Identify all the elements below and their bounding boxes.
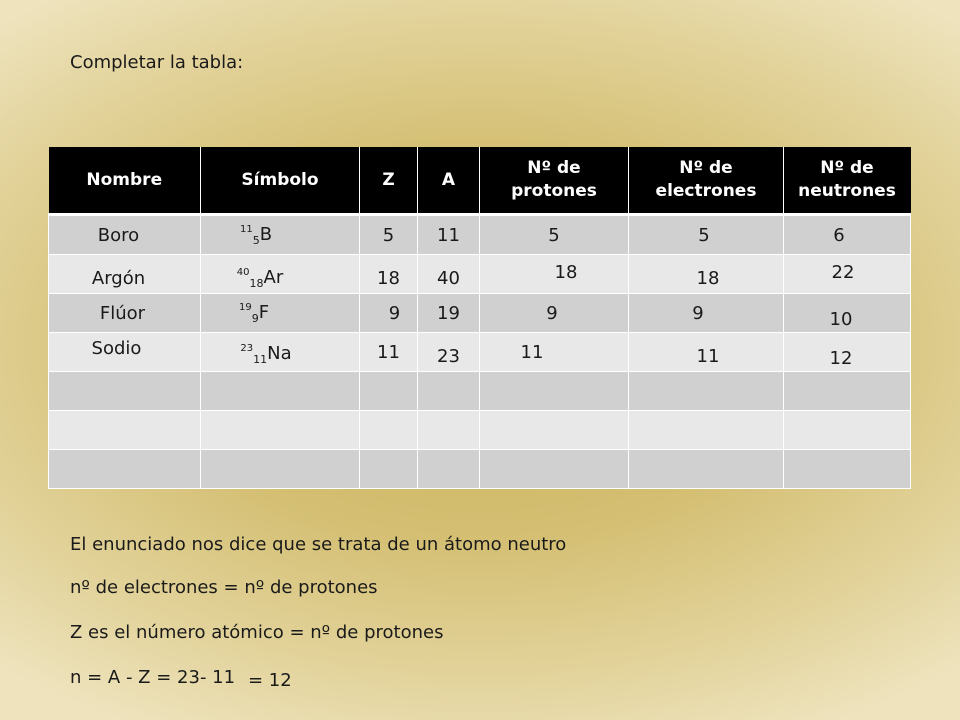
- cell-protones: 11: [480, 333, 629, 372]
- cell-simbolo: [201, 333, 360, 372]
- cell-nombre: Argón: [49, 255, 201, 294]
- header-protones: Nº de protones: [480, 147, 629, 215]
- header-neutrones: Nº de neutrones: [784, 147, 911, 215]
- cell-neutrones: 22: [784, 255, 911, 294]
- cell-a: 40: [418, 255, 480, 294]
- cell-electrones: 9: [629, 294, 784, 333]
- cell-protones: 9: [480, 294, 629, 333]
- cell-simbolo: [201, 294, 360, 333]
- cell-simbolo: [201, 255, 360, 294]
- mass-number: 40: [236, 266, 250, 278]
- atomic-number: 11: [253, 352, 268, 366]
- cell-nombre: Boro: [49, 215, 201, 255]
- table-row: [49, 333, 911, 372]
- cell-z: 9: [360, 294, 418, 333]
- note-neutron-formula: n = A - Z = 23- 11: [70, 667, 236, 688]
- cell-nombre: Sodio: [49, 333, 201, 372]
- element-symbol: Ar: [263, 266, 284, 288]
- cell-simbolo: [201, 215, 360, 255]
- element-symbol: Na: [267, 342, 292, 364]
- header-a: A: [418, 147, 480, 215]
- header-electrones: Nº de electrones: [629, 147, 784, 215]
- note-electrons-equal-protons: nº de electrones = nº de protones: [70, 577, 378, 598]
- mass-number: 23: [240, 342, 254, 354]
- header-z: Z: [360, 147, 418, 215]
- table-row: [49, 255, 911, 294]
- element-symbol: F: [258, 301, 270, 323]
- page-heading: Completar la tabla:: [70, 52, 244, 73]
- table-header-row: [49, 147, 911, 215]
- cell-a: 19: [418, 294, 480, 333]
- atomic-number: 5: [252, 233, 260, 247]
- table-row-empty: [49, 450, 911, 489]
- cell-neutrones: 12: [784, 333, 911, 372]
- header-nombre: Nombre: [49, 147, 201, 215]
- cell-a: 11: [418, 215, 480, 255]
- cell-z: 11: [360, 333, 418, 372]
- cell-electrones: 18: [629, 255, 784, 294]
- cell-z: 5: [360, 215, 418, 255]
- cell-protones: 18: [480, 255, 629, 294]
- cell-a: 23: [418, 333, 480, 372]
- element-symbol: B: [259, 223, 273, 245]
- cell-nombre: Flúor: [49, 294, 201, 333]
- header-simbolo: Símbolo: [201, 147, 360, 215]
- atomic-number: 18: [249, 276, 264, 290]
- cell-z: 18: [360, 255, 418, 294]
- mass-number: 11: [239, 223, 253, 235]
- atoms-table: [48, 147, 911, 489]
- mass-number: 19: [238, 301, 252, 313]
- table-row-empty: [49, 411, 911, 450]
- cell-electrones: 5: [629, 215, 784, 255]
- atomic-number: 9: [251, 311, 259, 325]
- table-row: [49, 215, 911, 255]
- table-row: [49, 294, 911, 333]
- note-neutral-atom: El enunciado nos dice que se trata de un átomo neutro: [70, 534, 567, 555]
- cell-electrones: 11: [629, 333, 784, 372]
- cell-neutrones: 10: [784, 294, 911, 333]
- table-row-empty: [49, 372, 911, 411]
- cell-protones: 5: [480, 215, 629, 255]
- note-atomic-number: Z es el número atómico = nº de protones: [70, 622, 444, 643]
- note-neutron-result: = 12: [248, 670, 292, 691]
- cell-neutrones: 6: [784, 215, 911, 255]
